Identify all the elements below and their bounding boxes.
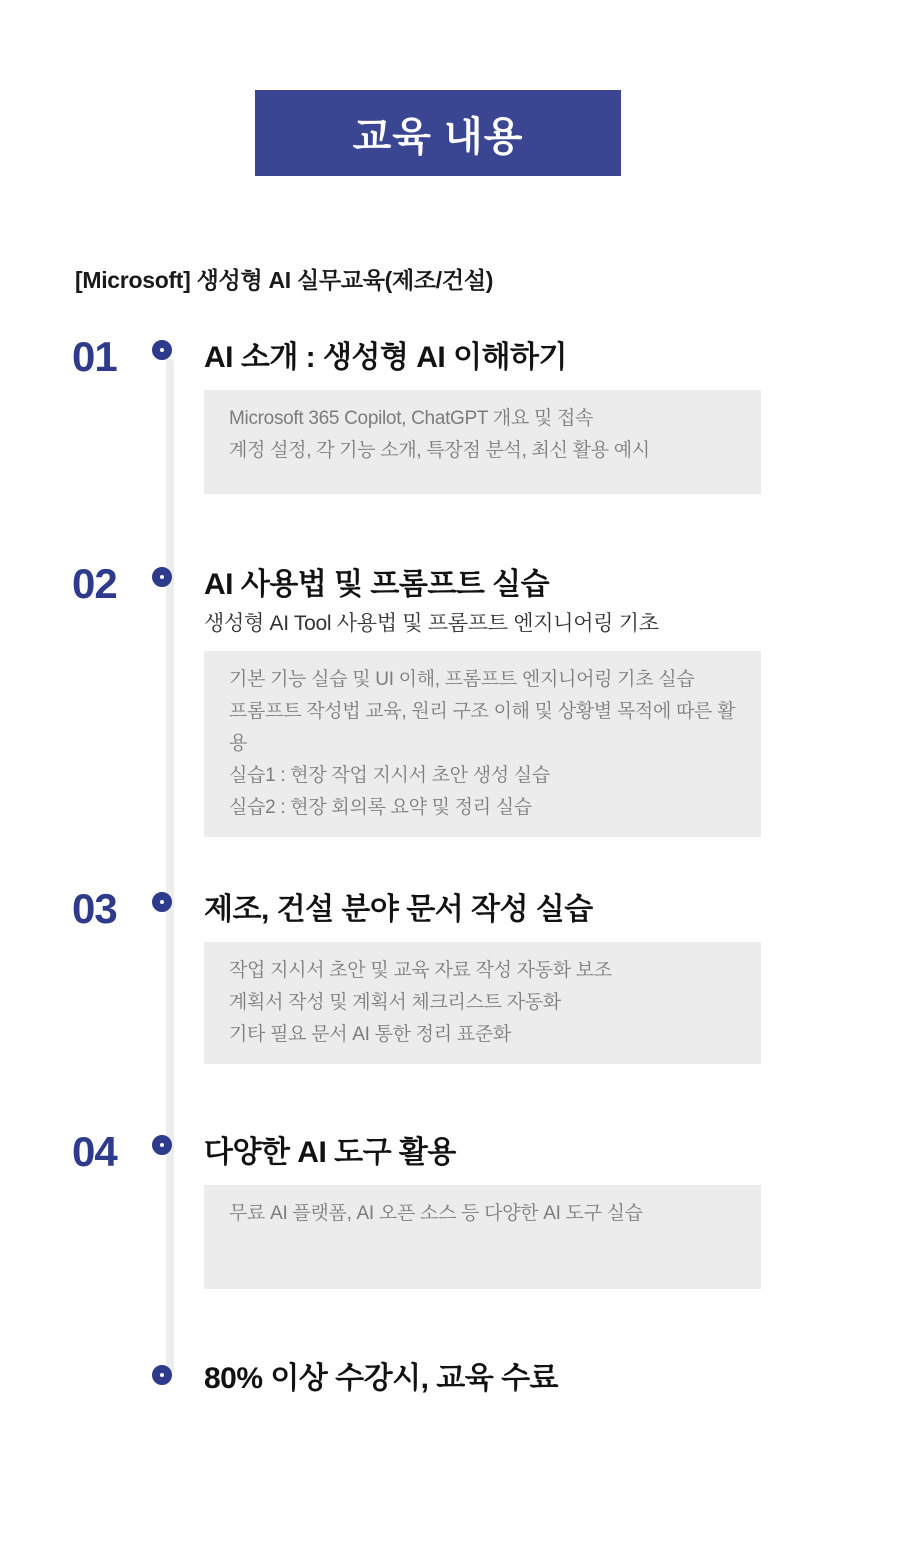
item-number: 01 <box>72 333 117 380</box>
timeline-node-icon <box>152 567 172 587</box>
section-header-banner <box>255 90 621 176</box>
detail-line: 계획서 작성 및 계획서 체크리스트 자동화 <box>229 992 561 1013</box>
curriculum-item-03 <box>0 885 900 1064</box>
completion-title: 80% 이상 수강시, 교육 수료 <box>204 1362 559 1395</box>
curriculum-item-02 <box>0 560 900 837</box>
detail-line: 무료 AI 플랫폼, AI 오픈 소스 등 다양한 AI 도구 실습 <box>229 1203 643 1224</box>
timeline-node-icon <box>152 892 172 912</box>
item-number: 04 <box>72 1128 117 1175</box>
item-content <box>204 1132 761 1289</box>
detail-line: 계정 설정, 각 기능 소개, 특장점 분석, 최신 활용 예시 <box>229 440 650 461</box>
item-detail-box <box>204 651 761 837</box>
item-number: 03 <box>72 885 117 932</box>
item-title: AI 사용법 및 프롬프트 실습 <box>204 568 550 601</box>
item-number: 02 <box>72 560 117 607</box>
item-subtitle: 생성형 AI Tool 사용법 및 프롬프트 엔지니어링 기초 <box>204 612 659 635</box>
item-detail-box <box>204 1185 761 1289</box>
item-title: 다양한 AI 도구 활용 <box>204 1136 456 1169</box>
item-content <box>204 337 761 494</box>
curriculum-item-04 <box>0 1128 900 1289</box>
item-title: 제조, 건설 분야 문서 작성 실습 <box>204 893 593 926</box>
curriculum-timeline <box>0 333 900 1397</box>
detail-line: 프롬프트 작성법 교육, 원리 구조 이해 및 상황별 목적에 따른 활용 <box>229 701 736 754</box>
completion-row <box>0 1353 900 1397</box>
detail-line: 실습1 : 현장 작업 지시서 초안 생성 실습 <box>229 765 550 786</box>
detail-line: Microsoft 365 Copilot, ChatGPT 개요 및 접속 <box>229 408 594 429</box>
timeline-node-icon <box>152 1365 172 1385</box>
curriculum-item-01 <box>0 333 900 494</box>
item-title: AI 소개 : 생성형 AI 이해하기 <box>204 341 567 374</box>
detail-line: 기본 기능 실습 및 UI 이해, 프롬프트 엔지니어링 기초 실습 <box>229 669 695 690</box>
detail-line: 실습2 : 현장 회의록 요약 및 정리 실습 <box>229 797 532 818</box>
timeline-node-icon <box>152 340 172 360</box>
detail-line: 기타 필요 문서 AI 통한 정리 표준화 <box>229 1024 511 1045</box>
item-content <box>204 564 761 837</box>
timeline-node-icon <box>152 1135 172 1155</box>
item-detail-box <box>204 390 761 494</box>
item-content <box>204 889 761 1064</box>
detail-line: 작업 지시서 초안 및 교육 자료 작성 자동화 보조 <box>229 960 612 981</box>
section-header-label: 교육 내용 <box>352 114 524 159</box>
item-detail-box <box>204 942 761 1064</box>
course-title: [Microsoft] 생성형 AI 실무교육(제조/건설) <box>75 267 494 293</box>
